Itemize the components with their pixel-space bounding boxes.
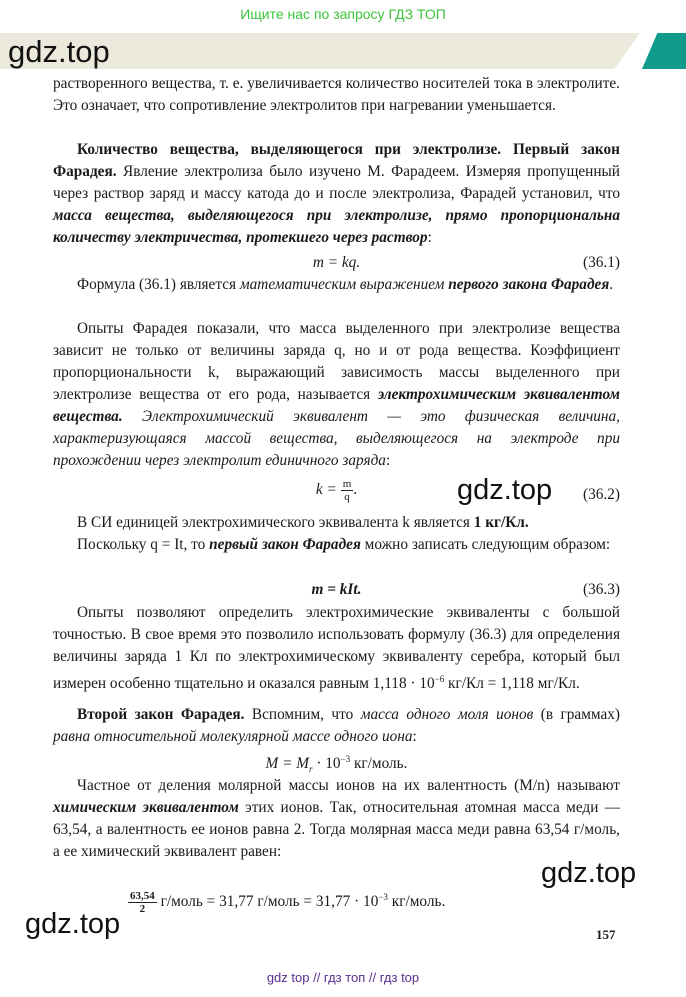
text: Частное от деления молярной массы ионов на их валентность (M/n) называют [77,777,620,794]
watermark: gdz.top [457,474,553,506]
equation-number: (36.1) [583,254,620,271]
text: кг/моль. [350,755,408,773]
text: кг/моль. [387,893,446,911]
text: можно записать следующим образом: [360,536,611,553]
term: химическим эквивалентом [53,799,239,816]
text: г/моль = 31,77 г/моль = 31,77 · 10 [156,893,379,911]
paragraph [53,318,620,472]
text: · 10 [312,755,341,773]
denominator: q [344,491,350,503]
emphasis: математическим выражением [239,276,449,293]
emphasis: первого закона Фарадея [448,276,610,293]
text: (в граммах) [533,706,620,723]
fraction [341,478,354,503]
text: Вспомним, что [244,706,361,723]
formula-lhs: k = [315,481,337,499]
paragraph [53,534,620,556]
paragraph-second-law [53,704,620,748]
header-accent [642,33,686,69]
fraction [128,890,157,915]
emphasis: масса вещества, выделяющегося при электролизе, прямо пропорциональна количеству электричества, протекшего через раствор [53,207,620,246]
top-banner[interactable]: Ищите нас по запросу ГДЗ ТОП [240,6,446,22]
subscript: r [308,764,313,775]
emphasis: масса одного моля ионов [360,706,534,723]
exponent: −3 [378,892,388,902]
section-heading: Количество вещества, выделяющегося при электролизе. Первый закон Фарадея. [53,141,620,180]
unit: 1 кг/Кл. [473,514,529,531]
text: Поскольку q = It, то [77,536,210,553]
footer-links[interactable]: gdz top // гдз топ // гдз top [266,970,420,985]
text: : [385,452,391,469]
text: : [412,728,417,745]
text: этих ионов. Так, относительная атомная масса меди — 63,54, а валентность ее ионов равна 2. Тогда молярная масса меди равна 63,54 г/моль, а ее химический эквивалент равен: [53,799,621,860]
watermark: gdz.top [25,908,121,940]
numerator: 63,54 [130,890,155,903]
denominator: 2 [139,903,146,916]
text: : [427,229,432,246]
text: Опыты позволяют определить электрохимические эквиваленты с большой точностью. В свое время это позволило использовать формулу (36.3) для определения величины заряда 1 Кл по электрохимическому эквиваленту серебра, который был измерен особенно тщательно и оказался равным 1,118 · 10 [53,604,620,693]
equation-chemical-equivalent [128,886,608,915]
definition: Электрохимический эквивалент — это физическая величина, характеризующаяся массой вещества, выделяющегося на электроде при прохождении через электролит единичного заряда [53,408,620,469]
emphasis: равна относительной молекулярной массе одного иона [53,728,413,745]
text: В СИ единицей электрохимического эквивалента k является [77,514,474,531]
equation-number: (36.3) [583,581,620,598]
paragraph: растворенного вещества, т. е. увеличивается количество носителей тока в электролите. Это означает, что сопротивление электролитов при нагревании уменьшается. [53,75,620,114]
equation-number: (36.2) [583,486,620,503]
text: Опыты Фарадея показали, что масса выделенного при электролизе вещества зависит не только от величины заряда q, но и от рода вещества. Коэффициент пропорциональности k, выражающий зависимость массы выделенного при электролизе вещества от его рода, называется [53,320,620,403]
text: . [609,276,614,293]
formula: m = kIt. [311,581,362,598]
text: кг/Кл = 1,118 мг/Кл. [444,675,580,693]
emphasis: первый закон Фарадея [209,536,361,553]
watermark: gdz.top [541,857,637,889]
paragraph [53,602,620,695]
paragraph [53,274,620,296]
formula: M = M [265,755,309,773]
numerator: m [342,478,352,490]
exponent: −6 [434,674,445,684]
term: электрохимическим эквивалентом вещества. [53,386,620,425]
text: Явление электролиза было изучено М. Фарадеем. Измеряя пропущенный через раствор заряд и массу катода до и после электролиза, Фарадей установил, что [53,163,620,202]
exponent: −3 [340,754,351,764]
paragraph [53,512,620,534]
page-number: 157 [596,927,616,942]
paragraph-first-law [53,139,620,249]
watermark-logo: gdz.top [8,34,110,69]
formula: m = kq. [312,254,361,271]
paragraph [53,775,620,863]
text: Формула (36.1) является [77,276,240,293]
text: . [353,481,358,499]
section-heading: Второй закон Фарадея. [77,706,245,723]
